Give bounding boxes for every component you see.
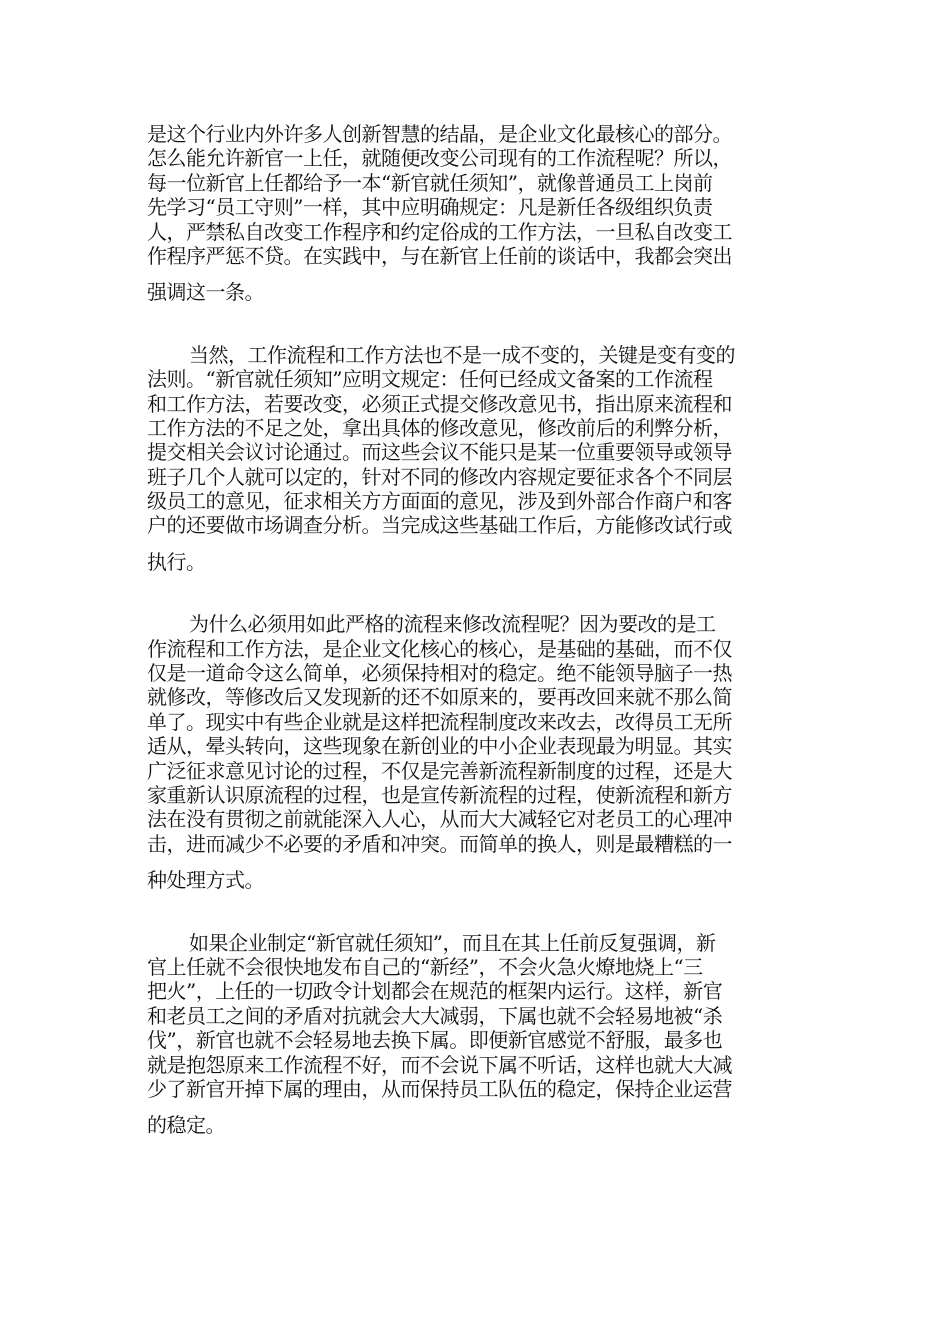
document-body [147,122,807,1138]
text-line: 把火”，上任的一切政令计划都会在规范的框架内运行。这样，新官 [147,979,723,1004]
text-line: 种处理方式。 [147,868,264,893]
text-line: 当然，工作流程和工作方法也不是一成不变的，关键是变有变的 [189,342,735,367]
text-line: 作程序严惩不贷。在实践中，与在新官上任前的谈话中，我都会突出 [147,243,732,268]
text-line: 强调这一条。 [147,280,264,305]
text-line: 单了。现实中有些企业就是这样把流程制度改来改去，改得员工无所 [147,709,732,734]
text-line: 家重新认识原流程的过程，也是宣传新流程的过程，使新流程和新方 [147,782,732,807]
paragraph [147,122,807,305]
text-line: 官上任就不会很快地发布自己的“新经”，不会火急火燎地烧上“三 [147,954,703,979]
text-line: 适从，晕头转向，这些现象在新创业的中小企业表现最为明显。其实 [147,734,732,759]
paragraph [147,343,807,575]
text-line: 班子几个人就可以定的，针对不同的修改内容规定要征求各个不同层 [147,464,732,489]
paragraph-spacer [147,574,807,612]
paragraph-spacer [147,893,807,931]
text-line: 仅是一道命令这么简单，必须保持相对的稳定。绝不能领导脑子一热 [147,661,732,686]
text-line: 击，进而减少不必要的矛盾和冲突。而简单的换人，则是最糟糕的一 [147,831,732,856]
text-line: 如果企业制定“新官就任须知”，而且在其上任前反复强调，新 [189,930,716,955]
text-line: 作流程和工作方法，是企业文化核心的核心，是基础的基础，而不仅 [147,636,732,661]
text-line: 先学习“员工守则”一样，其中应明确规定：凡是新任各级组织负责 [147,195,713,220]
text-line: 就修改，等修改后又发现新的还不如原来的，要再改回来就不那么简 [147,685,732,710]
text-line: 伐”，新官也就不会轻易地去换下属。即便新官感觉不舒服，最多也 [147,1028,723,1053]
text-line: 每一位新官上任都给予一本“新官就任须知”，就像普通员工上岗前 [147,170,713,195]
text-line: 怎么能允许新官一上任，就随便改变公司现有的工作流程呢？所以， [147,146,732,171]
text-line: 和工作方法，若要改变，必须正式提交修改意见书，指出原来流程和 [147,391,732,416]
text-line: 级员工的意见，征求相关方方面面的意见，涉及到外部合作商户和客 [147,489,732,514]
text-line: 法则。“新官就任须知”应明文规定：任何已经成文备案的工作流程 [147,367,713,392]
text-line: 就是抱怨原来工作流程不好，而不会说下属不听话，这样也就大大减 [147,1052,732,1077]
text-line: 提交相关会议讨论通过。而这些会议不能只是某一位重要领导或领导 [147,440,732,465]
paragraph-spacer [147,305,807,343]
text-line: 少了新官开掉下属的理由，从而保持员工队伍的稳定，保持企业运营 [147,1076,732,1101]
paragraph [147,931,807,1138]
text-line: 法在没有贯彻之前就能深入人心，从而大大减轻它对老员工的心理冲 [147,807,732,832]
text-line: 广泛征求意见讨论的过程，不仅是完善新流程新制度的过程，还是大 [147,758,732,783]
text-line: 人，严禁私自改变工作程序和约定俗成的工作方法，一旦私自改变工 [147,219,732,244]
paragraph [147,612,807,892]
text-line: 是这个行业内外许多人创新智慧的结晶，是企业文化最核心的部分。 [147,122,732,146]
text-line: 为什么必须用如此严格的流程来修改流程呢？因为要改的是工 [189,612,716,637]
text-line: 执行。 [147,549,206,574]
text-line: 和老员工之间的矛盾对抗就会大大减弱，下属也就不会轻易地被“杀 [147,1003,723,1028]
text-line: 的稳定。 [147,1113,225,1138]
text-line: 户的还要做市场调查分析。当完成这些基础工作后，方能修改试行或 [147,513,732,538]
text-line: 工作方法的不足之处，拿出具体的修改意见，修改前后的利弊分析， [147,415,732,440]
